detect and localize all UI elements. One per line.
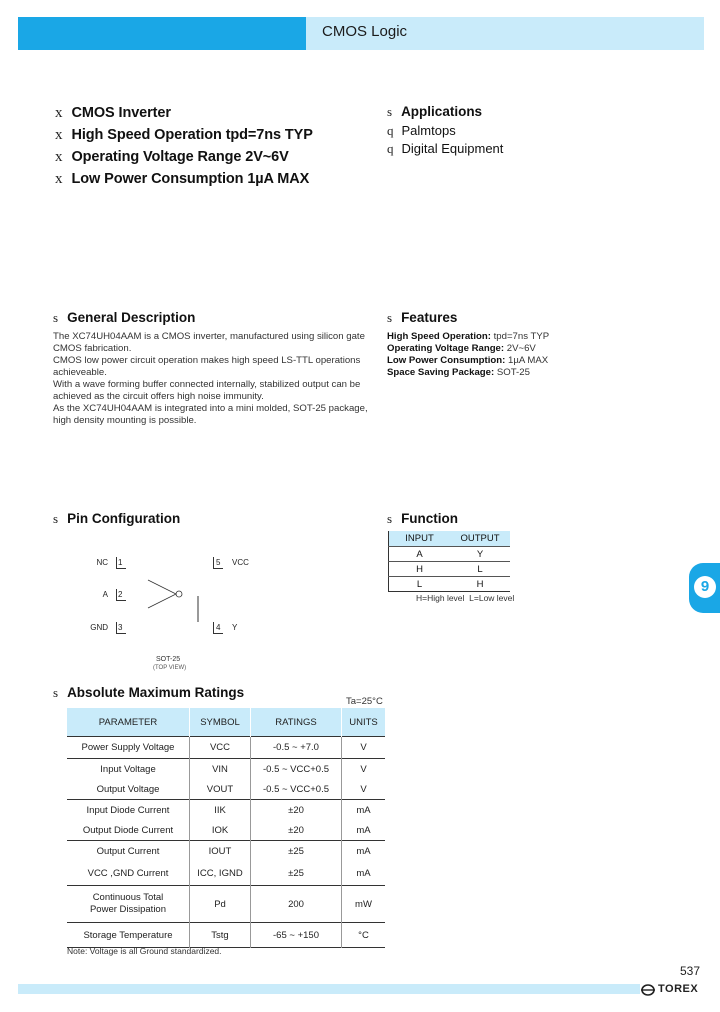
bullet-marker: q bbox=[387, 123, 394, 138]
table-row bbox=[389, 562, 511, 577]
package-view-label: (TOP VIEW) bbox=[153, 665, 187, 671]
table-row bbox=[67, 779, 385, 800]
feature-item bbox=[387, 331, 549, 343]
feature-label: Operating Voltage Range: bbox=[387, 343, 505, 354]
param-cell: Output Current bbox=[96, 845, 160, 857]
pin-diagram bbox=[80, 550, 280, 675]
pin-number: 4 bbox=[216, 623, 221, 632]
rating-cell: -65 ~ +150 bbox=[251, 923, 342, 948]
table-row bbox=[67, 820, 385, 841]
bullet-marker: s bbox=[53, 310, 59, 325]
footer-bar bbox=[18, 984, 704, 994]
table-row bbox=[67, 759, 385, 780]
bullet-marker: x bbox=[55, 127, 63, 143]
description-line: high density mounting is possible. bbox=[53, 415, 197, 426]
symbol-cell: Tstg bbox=[190, 923, 251, 948]
bullet-marker: s bbox=[53, 685, 59, 700]
header-accent-bar bbox=[18, 17, 306, 50]
amr-heading-row bbox=[53, 684, 244, 702]
highlight-item bbox=[55, 170, 313, 192]
highlight-item bbox=[55, 104, 313, 126]
table-cell: H bbox=[476, 578, 484, 590]
pin-configuration-heading-row bbox=[53, 510, 180, 528]
table-header-cell: RATINGS bbox=[251, 708, 342, 737]
param-cell: Output Voltage bbox=[96, 783, 160, 795]
rating-cell: -0.5 ~ VCC+0.5 bbox=[251, 759, 342, 780]
description-line: The XC74UH04AAM is a CMOS inverter, manufactured using silicon gate bbox=[53, 331, 365, 342]
bullet-marker: x bbox=[55, 149, 63, 165]
symbol-cell: IOUT bbox=[190, 841, 251, 862]
table-cell: H bbox=[416, 563, 423, 575]
applications-section bbox=[387, 103, 503, 158]
package-label: SOT-25 bbox=[156, 656, 181, 663]
pin-name: NC bbox=[96, 558, 108, 567]
application-item: Digital Equipment bbox=[401, 141, 504, 156]
table-row bbox=[67, 861, 385, 886]
table-header-cell: SYMBOL bbox=[190, 708, 251, 737]
chapter-number: 9 bbox=[694, 576, 716, 598]
pin-name: VCC bbox=[232, 558, 249, 567]
table-cell: Y bbox=[476, 548, 484, 560]
symbol-cell: VIN bbox=[190, 759, 251, 780]
feature-value: 2V~6V bbox=[504, 343, 536, 354]
unit-cell: mW bbox=[342, 886, 386, 923]
highlights-list bbox=[55, 104, 313, 192]
unit-cell: V bbox=[342, 779, 386, 800]
rating-cell: ±20 bbox=[251, 800, 342, 821]
table-header-row bbox=[389, 531, 511, 547]
rating-cell: ±20 bbox=[251, 820, 342, 841]
unit-cell: mA bbox=[342, 861, 386, 886]
symbol-cell: IIK bbox=[190, 800, 251, 821]
brand-name: TOREX bbox=[658, 983, 699, 995]
pin-name: GND bbox=[90, 623, 108, 632]
table-row bbox=[67, 923, 385, 948]
general-description-heading-row bbox=[53, 309, 195, 327]
pin-name: A bbox=[102, 590, 108, 599]
bullet-marker: s bbox=[387, 104, 393, 119]
general-description-heading: General Description bbox=[67, 310, 196, 325]
rating-cell: -0.5 ~ +7.0 bbox=[251, 737, 342, 759]
rating-cell: 200 bbox=[251, 886, 342, 923]
table-row bbox=[67, 841, 385, 862]
pin-name: Y bbox=[232, 623, 238, 632]
param-cell: Storage Temperature bbox=[83, 929, 173, 941]
highlight-text: High Speed Operation tpd=7ns TYP bbox=[71, 127, 313, 143]
table-header-cell: PARAMETER bbox=[98, 716, 158, 728]
bullet-marker: x bbox=[55, 171, 63, 187]
general-description-body bbox=[53, 331, 373, 427]
feature-item bbox=[387, 343, 549, 355]
table-cell: L bbox=[477, 563, 483, 575]
function-heading-row bbox=[387, 510, 458, 528]
table-row bbox=[389, 577, 511, 592]
unit-cell: mA bbox=[342, 841, 386, 862]
application-item: Palmtops bbox=[401, 123, 456, 138]
highlight-text: Operating Voltage Range 2V~6V bbox=[71, 149, 289, 165]
brand-logo bbox=[640, 982, 704, 998]
highlight-text: Low Power Consumption 1µA MAX bbox=[71, 171, 310, 187]
description-line: achieved as the circuit offers high noise immunity. bbox=[53, 391, 264, 402]
bullet-marker: s bbox=[53, 511, 59, 526]
table-header-cell: OUTPUT bbox=[460, 533, 500, 544]
amr-note: Note: Voltage is all Ground standardized. bbox=[67, 946, 222, 956]
function-note: H=High level L=Low level bbox=[416, 593, 515, 603]
table-header-row bbox=[67, 708, 385, 737]
torex-logo-icon bbox=[641, 984, 655, 996]
unit-cell: mA bbox=[342, 800, 386, 821]
bullet-marker: q bbox=[387, 141, 394, 156]
pin-number: 2 bbox=[118, 590, 123, 599]
feature-value: SOT-25 bbox=[494, 367, 530, 378]
feature-label: Low Power Consumption: bbox=[387, 355, 506, 366]
description-line: CMOS fabrication. bbox=[53, 343, 132, 354]
pin-number: 3 bbox=[118, 623, 123, 632]
rating-cell: ±25 bbox=[251, 841, 342, 862]
pin-number: 5 bbox=[216, 558, 221, 567]
bullet-marker: x bbox=[55, 105, 63, 121]
unit-cell: V bbox=[342, 759, 386, 780]
bullet-marker: s bbox=[387, 310, 393, 325]
symbol-cell: VCC bbox=[190, 737, 251, 759]
param-cell: VCC ,GND Current bbox=[87, 867, 169, 879]
highlight-item bbox=[55, 126, 313, 148]
feature-value: tpd=7ns TYP bbox=[490, 331, 550, 342]
param-cell: Power Supply Voltage bbox=[81, 742, 175, 753]
symbol-cell: VOUT bbox=[190, 779, 251, 800]
table-row bbox=[67, 886, 385, 923]
param-cell bbox=[67, 886, 190, 923]
pin-number: 1 bbox=[118, 558, 123, 567]
table-header-cell: INPUT bbox=[405, 533, 434, 544]
description-line: As the XC74UH04AAM is integrated into a mini molded, SOT-25 package, bbox=[53, 403, 368, 414]
symbol-cell: ICC, IGND bbox=[190, 861, 251, 886]
rating-cell: -0.5 ~ VCC+0.5 bbox=[251, 779, 342, 800]
feature-item bbox=[387, 355, 549, 367]
param-cell: Input Diode Current bbox=[86, 804, 170, 816]
features-heading: Features bbox=[401, 310, 458, 325]
unit-cell: mA bbox=[342, 820, 386, 841]
feature-value: 1µA MAX bbox=[505, 355, 549, 366]
pin-configuration-heading: Pin Configuration bbox=[67, 511, 181, 526]
function-table bbox=[388, 531, 510, 592]
param-cell: Input Voltage bbox=[100, 763, 156, 775]
description-line: CMOS low power circuit operation makes high speed LS-TTL operations bbox=[53, 355, 361, 366]
inverter-symbol-icon bbox=[146, 578, 202, 622]
table-header-cell: UNITS bbox=[342, 708, 386, 737]
page-number: 537 bbox=[680, 964, 701, 978]
table-row bbox=[67, 800, 385, 821]
table-row bbox=[389, 547, 511, 562]
highlight-text: CMOS Inverter bbox=[71, 105, 171, 121]
param-line: Power Dissipation bbox=[89, 904, 167, 915]
feature-label: High Speed Operation: bbox=[387, 331, 491, 342]
applications-heading: Applications bbox=[401, 104, 483, 119]
table-row bbox=[67, 737, 385, 759]
bullet-marker: s bbox=[387, 511, 393, 526]
highlight-item bbox=[55, 148, 313, 170]
description-line: With a wave forming buffer connected internally, stabilized output can be bbox=[53, 379, 361, 390]
page-title: CMOS Logic bbox=[322, 23, 408, 40]
features-list bbox=[387, 331, 549, 379]
function-heading: Function bbox=[401, 511, 459, 526]
amr-table bbox=[67, 708, 385, 948]
unit-cell: °C bbox=[342, 923, 386, 948]
feature-item bbox=[387, 367, 549, 379]
symbol-cell: Pd bbox=[190, 886, 251, 923]
param-line: Continuous Total bbox=[92, 892, 164, 903]
features-heading-row bbox=[387, 309, 457, 327]
amr-heading: Absolute Maximum Ratings bbox=[67, 685, 245, 700]
description-line: achieveable. bbox=[53, 367, 107, 378]
unit-cell: V bbox=[342, 737, 386, 759]
feature-label: Space Saving Package: bbox=[387, 367, 495, 378]
param-cell: Output Diode Current bbox=[82, 824, 174, 836]
symbol-cell: IOK bbox=[190, 820, 251, 841]
rating-cell: ±25 bbox=[251, 861, 342, 886]
table-cell: A bbox=[416, 548, 423, 560]
table-cell: L bbox=[416, 578, 423, 590]
amr-condition: Ta=25°C bbox=[346, 696, 383, 707]
